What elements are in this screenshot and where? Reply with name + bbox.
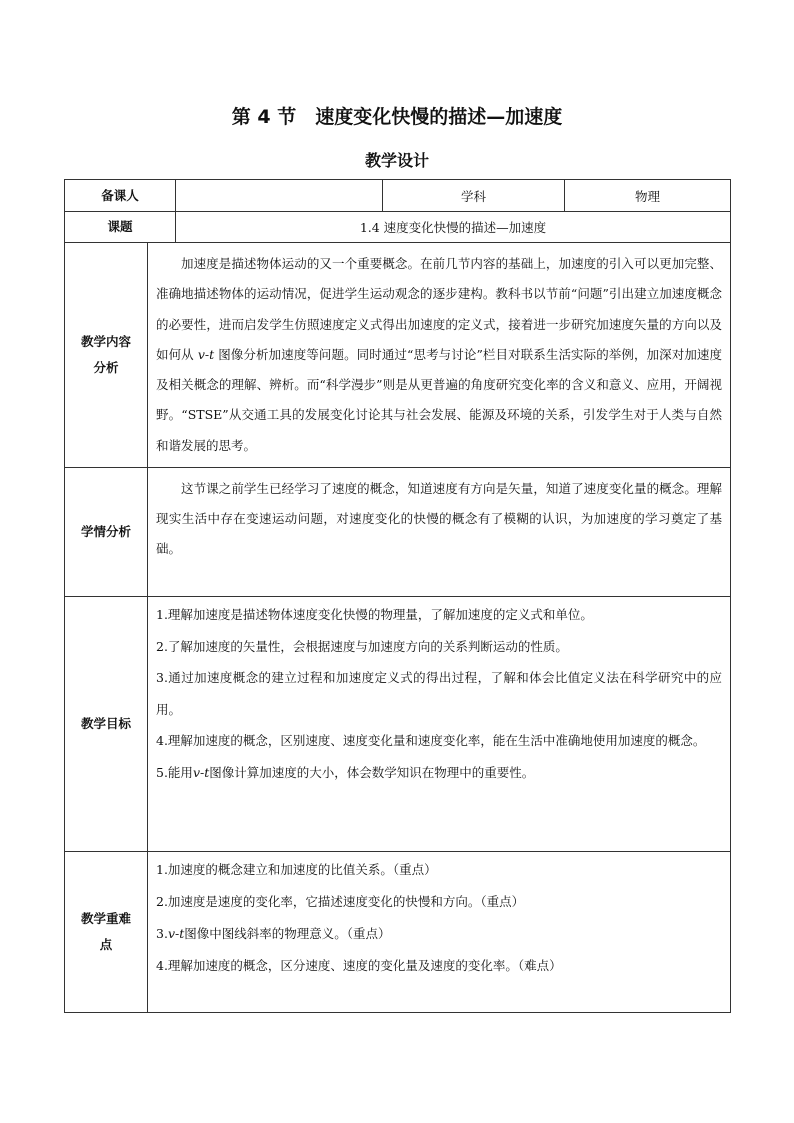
key-points-cell (148, 852, 731, 1013)
objectives-label: 教学目标 (65, 597, 148, 852)
key-point-text-part: 3. (156, 926, 168, 941)
content-analysis-cell (148, 243, 731, 468)
info-row (65, 180, 731, 212)
key-point-item: 1.加速度的概念建立和加速度的比值关系。（重点） (156, 862, 437, 877)
subject-label: 学科 (383, 180, 565, 212)
vt-symbol: v-t (167, 926, 185, 941)
content-analysis-label: 教学内容分析 (65, 243, 148, 468)
content-analysis-text-part: 图像分析加速度等问题。同时通过“思考与讨论”栏目对联系生活实际的举例，加深对加速度及相关概念的理解、辨析。而“科学漫步”则是从更普遍的角度研究变化率的含义和意义、应用，开阔视野。“STSE”从交通工具的发展变化讨论其与社会发展、能源及环境的关系，引发学生对于人类与自然和谐发展的思考。 (156, 346, 723, 453)
key-point-text-part: 图像中图线斜率的物理意义。（重点） (184, 926, 391, 941)
objectives-cell (148, 597, 731, 852)
objective-item: 1.理解加速度是描述物体速度变化快慢的物理量，了解加速度的定义式和单位。 (156, 607, 593, 622)
document-title: 第 4 节 速度变化快慢的描述—加速度 (231, 106, 563, 128)
content-analysis-text-part: 加速度是描述物体运动的又一个重要概念。在前几节内容的基础上，加速度的引入可以更加完整、准确地描述物体的运动情况，促进学生运动观念的逐步建构。教科书以节前“问题”引出建立加速度概念的必要性，进而启发学生仿照速度定义式得出加速度的定义式，接着进一步研究加速度矢量的方向以及如何从 (156, 256, 723, 362)
student-analysis-label: 学情分析 (65, 468, 148, 597)
objective-item (148, 757, 730, 789)
student-analysis-cell (148, 468, 731, 597)
lesson-plan-table (64, 179, 731, 1013)
vt-symbol: v-t (192, 764, 210, 780)
student-analysis-text: 这节课之前学生已经学习了速度的概念，知道速度有方向是矢量，知道了速度变化量的概念。理解现实生活中存在变速运动问题，对速度变化的快慢的概念有了模糊的认识，为加速度的学习奠定了基础。 (156, 481, 723, 557)
content-analysis-row (65, 243, 731, 468)
topic-value: 1.4 速度变化快慢的描述—加速度 (176, 212, 731, 243)
document-subtitle: 教学设计 (364, 151, 429, 170)
student-analysis-row (65, 468, 731, 597)
key-points-row (65, 852, 731, 1013)
objective-item: 3.通过加速度概念的建立过程和加速度定义式的得出过程，了解和体会比值定义法在科学研究中的应用。 (156, 670, 723, 717)
topic-row (65, 212, 731, 243)
subject-value: 物理 (565, 180, 731, 212)
preparer-value (176, 180, 383, 212)
key-points-label: 教学重难点 (65, 852, 148, 1013)
objective-text-part: 5.能用 (156, 764, 193, 780)
vt-symbol: v-t (197, 346, 215, 362)
objective-item: 4.理解加速度的概念，区别速度、速度变化量和速度变化率，能在生活中准确地使用加速度的概念。 (156, 733, 706, 748)
objectives-row (65, 597, 731, 852)
objective-text-part: 图像计算加速度的大小，体会数学知识在物理中的重要性。 (209, 764, 535, 780)
topic-label: 课题 (65, 212, 176, 243)
content-analysis-text (148, 247, 730, 462)
key-point-item (148, 918, 730, 950)
key-point-item: 2.加速度是速度的变化率，它描述速度变化的快慢和方向。（重点） (156, 894, 525, 909)
key-point-item: 4.理解加速度的概念，区分速度、速度的变化量及速度的变化率。（难点） (156, 958, 562, 973)
objective-item: 2.了解加速度的矢量性，会根据速度与加速度方向的关系判断运动的性质。 (156, 638, 568, 654)
preparer-label: 备课人 (65, 180, 176, 212)
